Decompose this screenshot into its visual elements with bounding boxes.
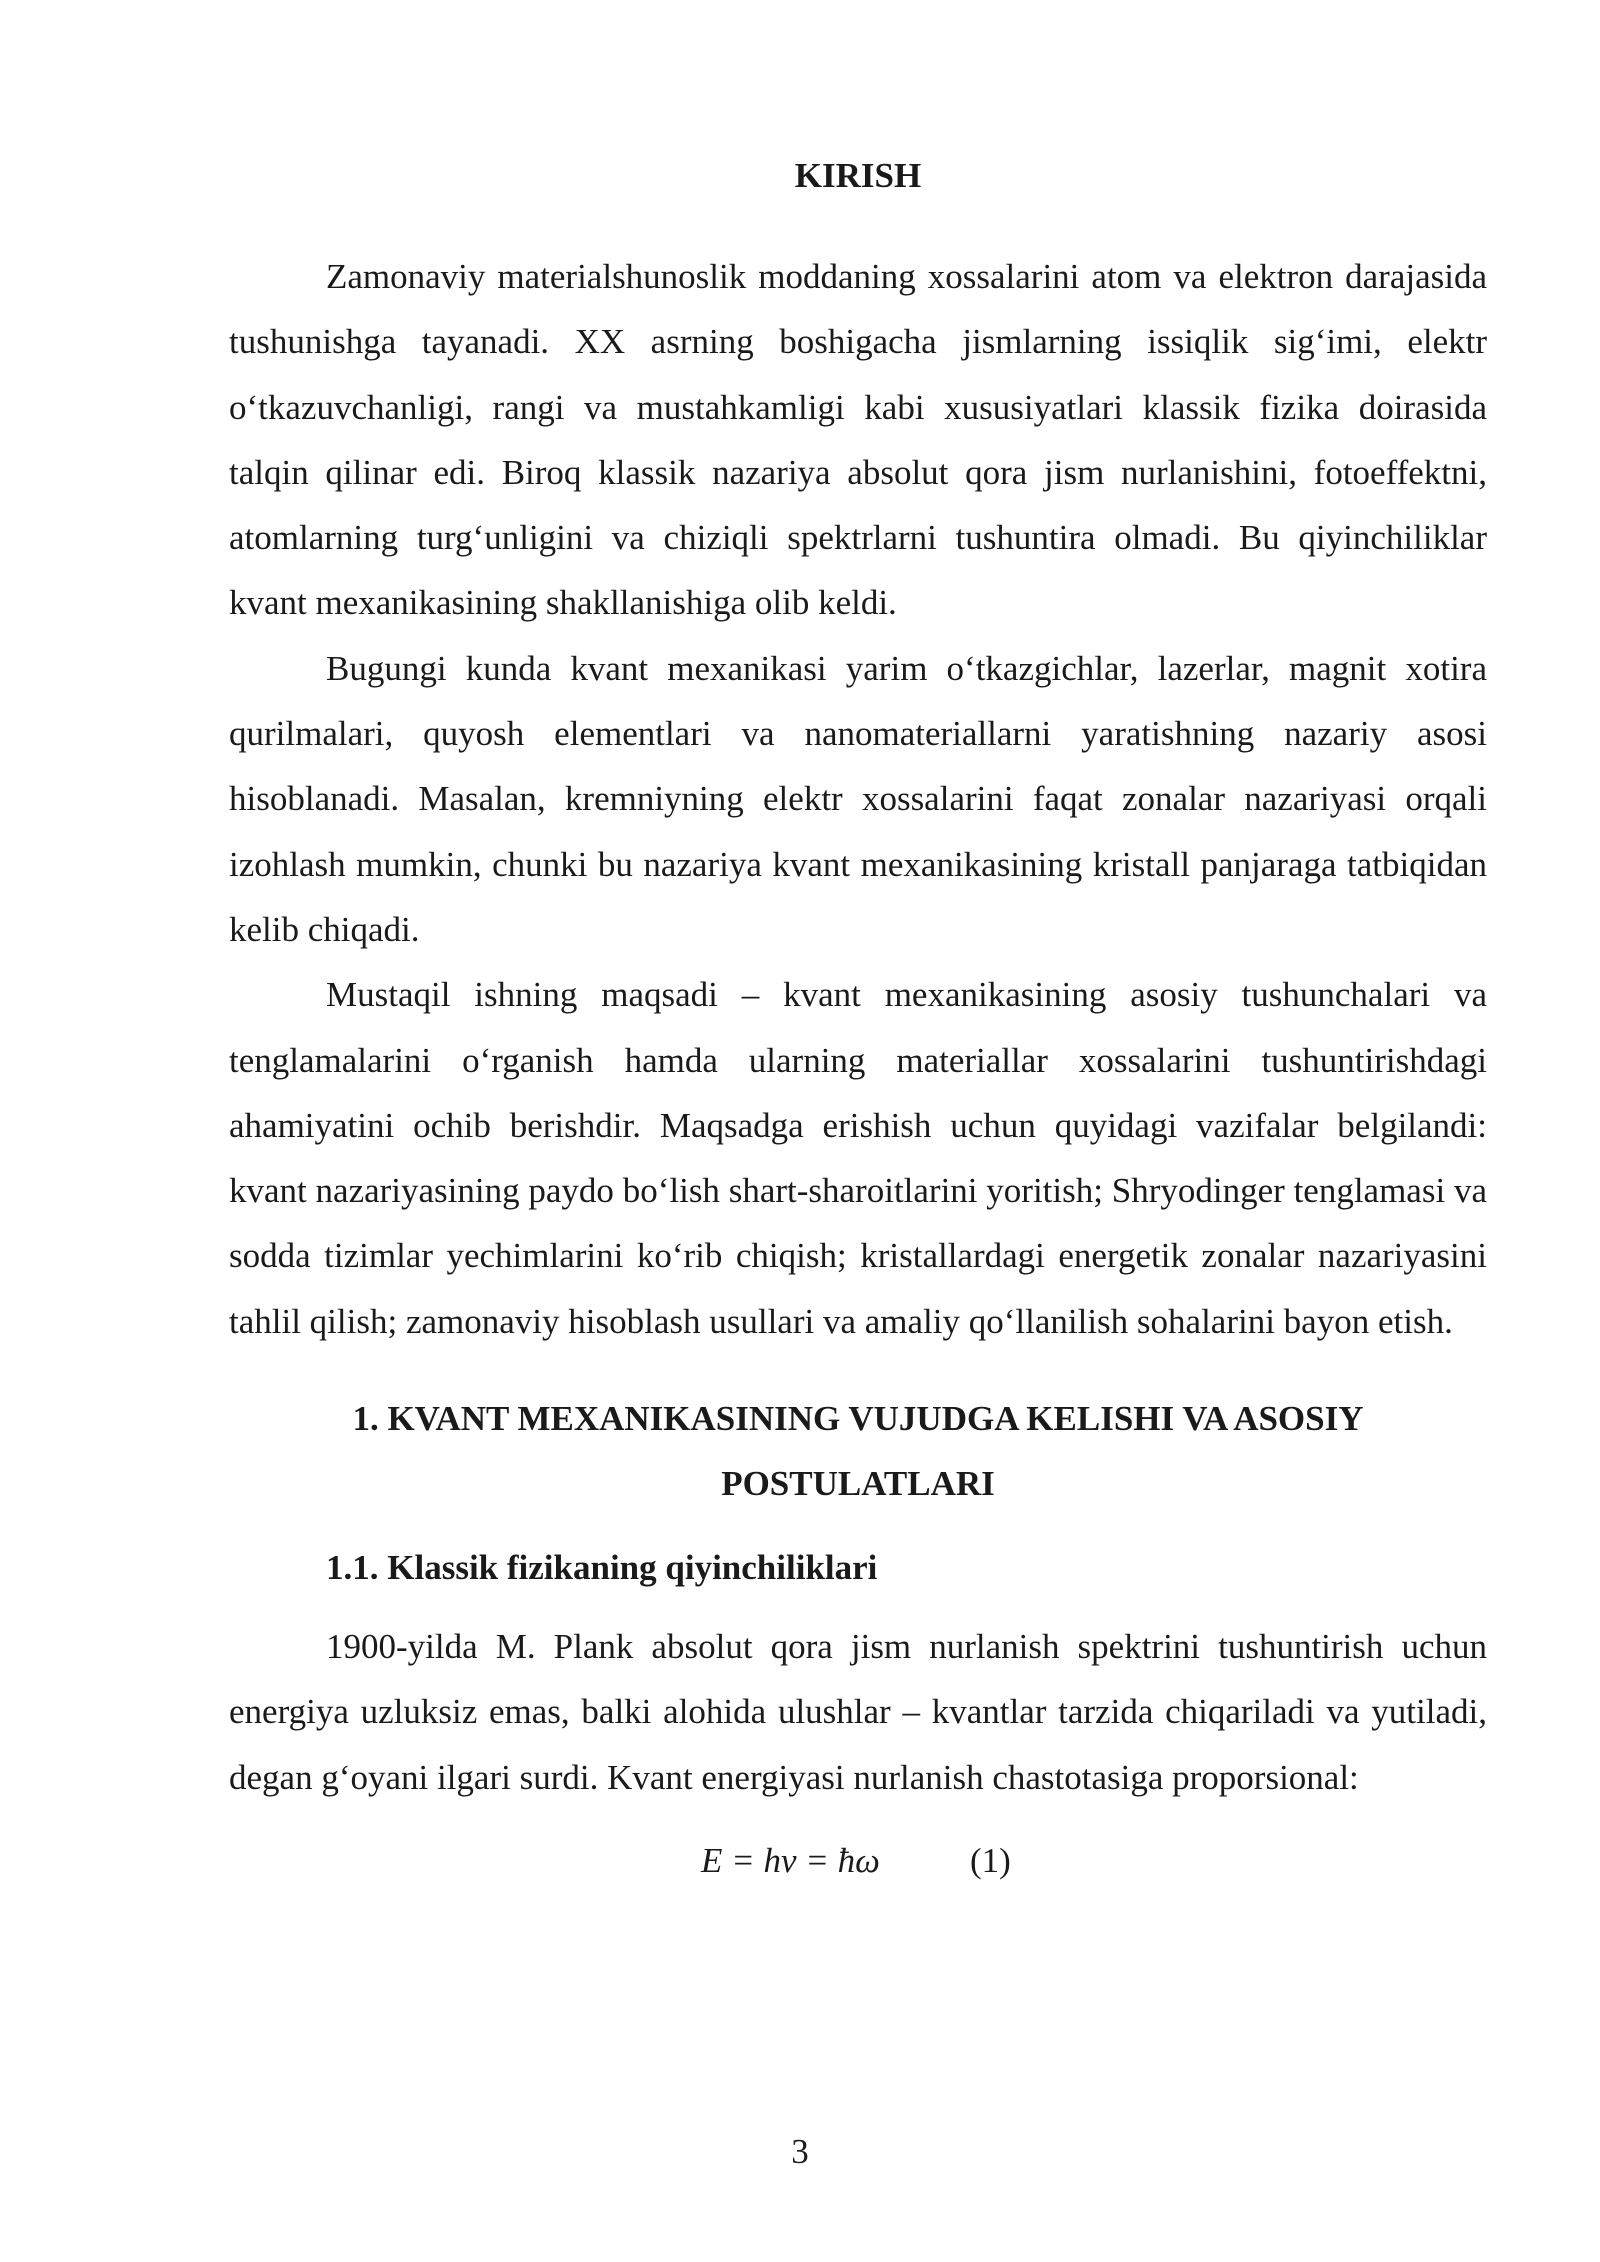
section-heading-line-1: 1. KVANT MEXANIKASINING VUJUDGA KELISHI VA ASOSIY [352, 1399, 1364, 1439]
equation-block [229, 1826, 1487, 1896]
intro-paragraph-3: Mustaqil ishning maqsadi – kvant mexanikasining asosiy tushunchalari va tenglamalarini o‘rganish hamda ularning materiallar xossalarini tushuntirishdagi ahamiyatini ochib berishdir. Maqsadga erishish uchun quyidagi vazifalar belgilandi: kvant nazariyasining paydo bo‘lish shart-sharoitlarini yoritish; Shryodinger tenglamasi va sodda tizimlar yechimlarini ko‘rib chiqish; kristallardagi energetik zonalar nazariyasini tahlil qilish; zamonaviy hisoblash usullari va amaliy qo‘llanilish sohalarini bayon etish. [229, 975, 1487, 1341]
subsection-heading: 1.1. Klassik fizikaning qiyinchiliklari [326, 1548, 878, 1588]
page-title: KIRISH [794, 156, 922, 195]
page-content [229, 148, 1487, 1896]
equation-formula: E = hν = ħω [701, 1840, 880, 1880]
intro-paragraph-1: Zamonaviy materialshunoslik moddaning xossalarini atom va elektron darajasida tushunishga tayanadi. XX asrning boshigacha jismlarning issiqlik sig‘imi, elektr o‘tkazuvchanligi, rangi va mustahkamligi kabi xususiyatlari klassik fizika doirasida talqin qilinar edi. Biroq klassik nazariya absolut qora jism nurlanishini, fotoeffektni, atomlarning turg‘unligini va chiziqli spektrlarni tushuntira olmadi. Bu qiyinchiliklar kvant mexanikasining shakllanishiga olib keldi. [229, 257, 1487, 623]
subsection-paragraph: 1900-yilda M. Plank absolut qora jism nurlanish spektrini tushuntirish uchun energiya uzluksiz emas, balki alohida ulushlar – kvantlar tarzida chiqariladi va yutiladi, degan g‘oyani ilgari surdi. Kvant energiyasi nurlanish chastotasiga proporsional: [229, 1627, 1487, 1797]
section-heading-line-2: POSTULATLARI [721, 1464, 995, 1504]
equation-number: (1) [970, 1840, 1011, 1880]
intro-paragraph-2: Bugungi kunda kvant mexanikasi yarim o‘tkazgichlar, lazerlar, magnit xotira qurilmalari, quyosh elementlari va nanomateriallarni yaratishning nazariy asosi hisoblanadi. Masalan, kremniyning elektr xossalarini faqat zonalar nazariyasi orqali izohlash mumkin, chunki bu nazariya kvant mexanikasining kristall panjaraga tatbiqidan kelib chiqadi. [229, 648, 1487, 949]
section-heading [229, 1386, 1487, 1516]
page-number: 3 [791, 2132, 809, 2171]
